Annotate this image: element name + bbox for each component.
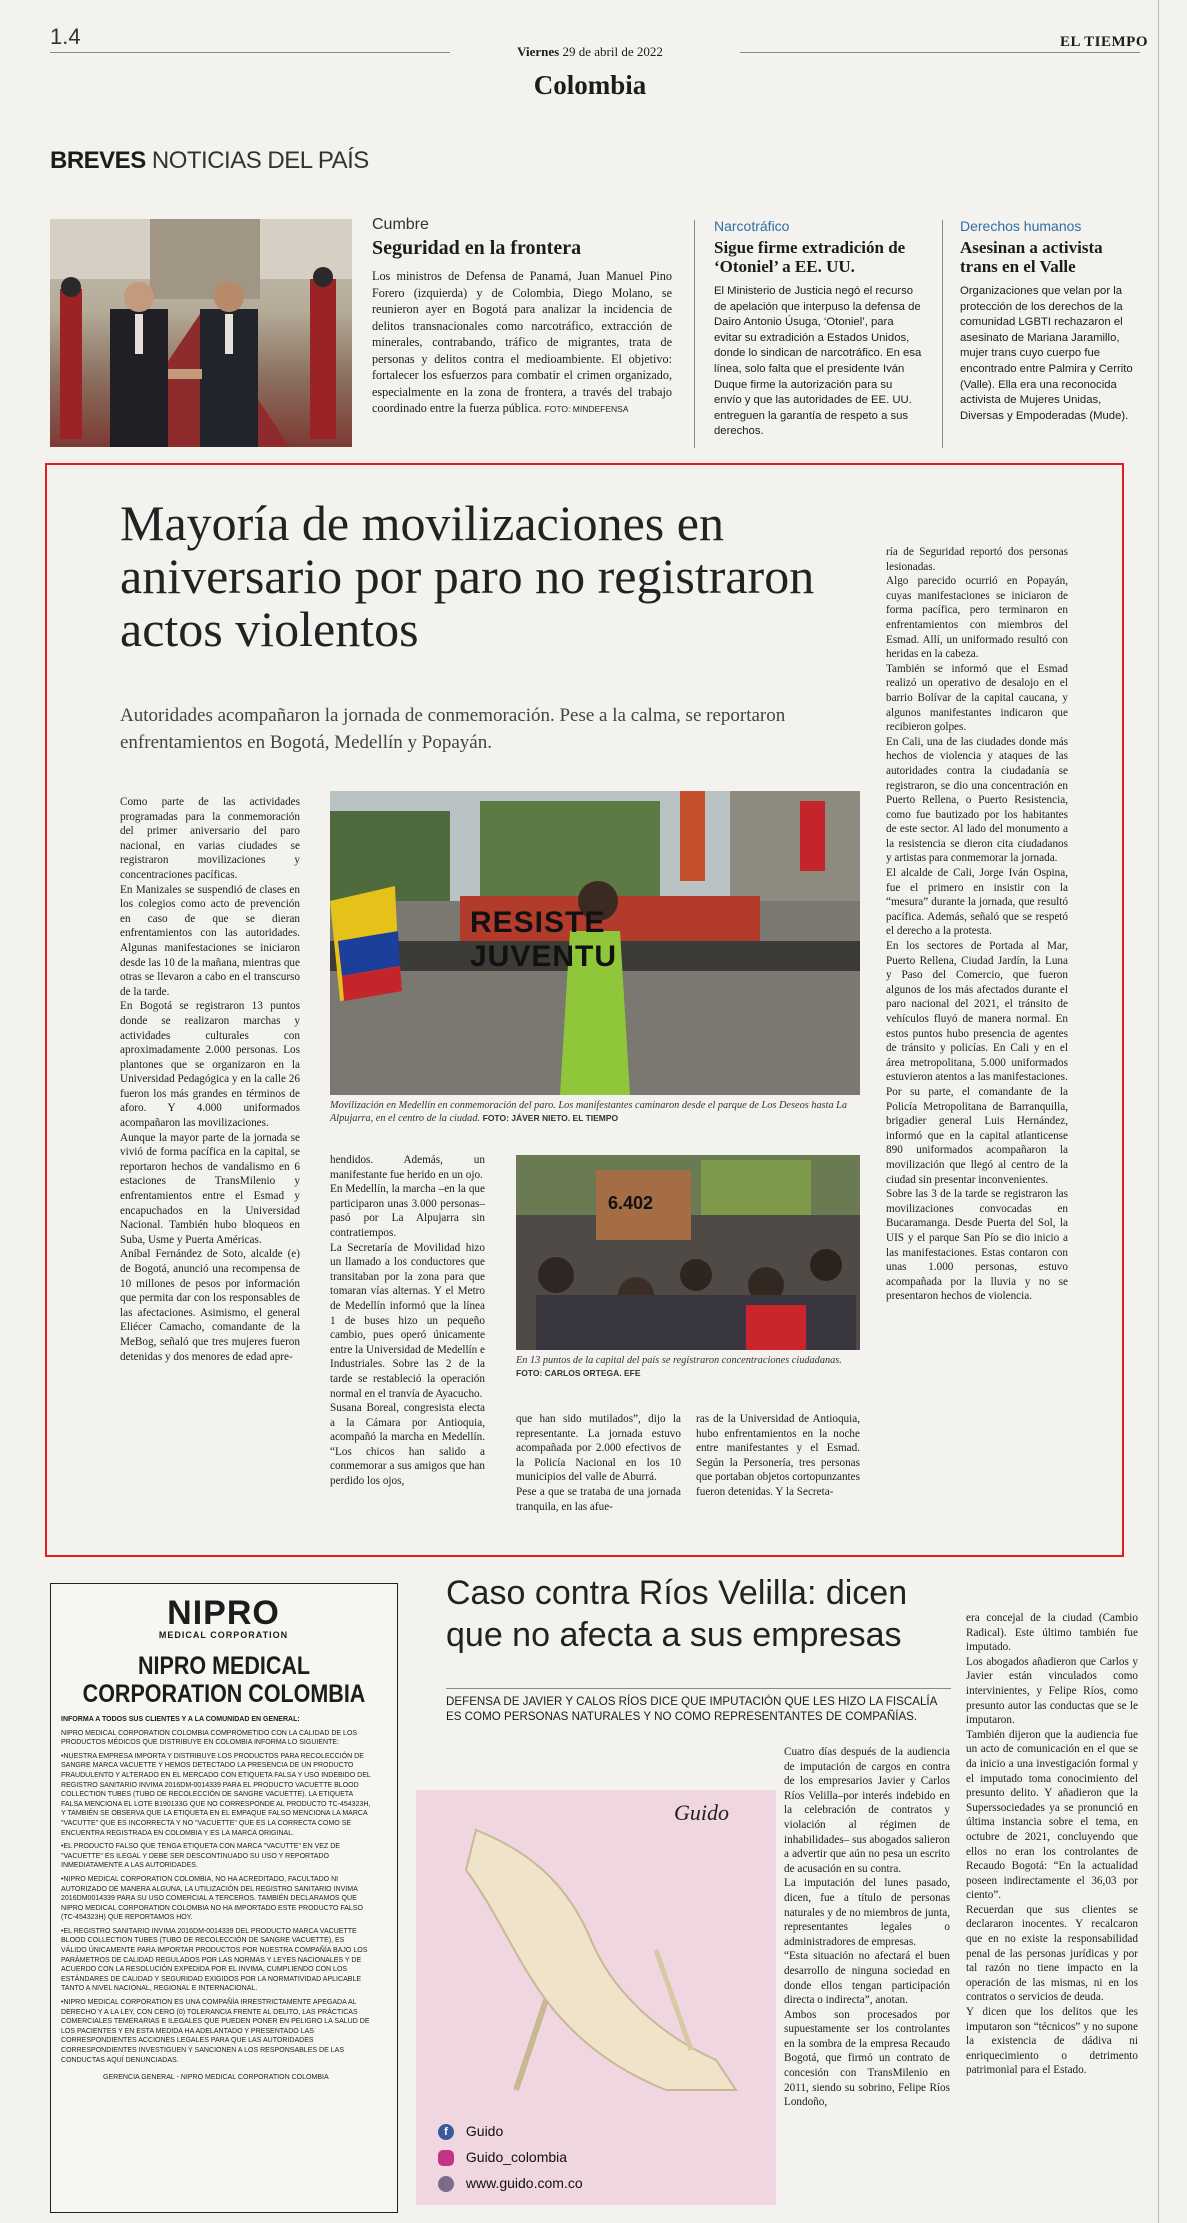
- breve-title: Seguridad en la frontera: [372, 237, 582, 259]
- date-weekday: Viernes: [517, 44, 560, 59]
- breve-title: Sigue firme extradición de ‘Otoniel’ a EE. UU.: [714, 238, 906, 276]
- breve-body-text: Los ministros de Defensa de Panamá, Juan Manuel Pino Forero (izquierda) y de Colombia, Diego Molano, se reunieron ayer en Bogotá para analizar la incidencia de delitos transnacionales como narcotráfico, extracción de minerales, contrabando, tráfico de migrantes, trata de personas y delitos contra el medioambiente. El objetivo: fortalecer los esfuerzos para combatir el crimen organizado, especialmente en la zona de frontera, a través del trabajo coordinado entre la fuerza pública.: [372, 269, 672, 415]
- breve-kicker: Cumbre: [372, 216, 429, 233]
- main-dek: Autoridades acompañaron la jornada de conmemoración. Pese a la calma, se reportaron enfrentamientos en Bogotá, Medellín y Popayán.: [120, 705, 786, 753]
- nipro-signature: GERENCIA GENERAL - NIPRO MEDICAL CORPORATION COLOMBIA: [103, 2072, 329, 2082]
- brand-name: EL TIEMPO: [1060, 34, 1148, 50]
- breve-cumbre: [372, 216, 672, 418]
- second-headline: Caso contra Ríos Velilla: dicen que no afecta a sus empresas: [446, 1574, 908, 1654]
- nipro-title: NIPRO MEDICAL CORPORATION COLOMBIA: [82, 1652, 366, 1708]
- nipro-p5: •NIPRO MEDICAL CORPORATION ES UNA COMPAÑÍA IRRESTRICTAMENTE APEGADA AL DERECHO Y A LA LEY, CON CERO (0) TOLERANCIA FRENTE AL DELITO, LAS PRÁCTICAS COMERCIALES TEMERARIAS E ILEGALES QUE PUEDEN PONER EN PELIGRO LA SALUD DE LOS PACIENTES Y EN ESTA MEDIDA HA ADELANTADO Y PRESENTADO LAS CORRESPONDIENTES ACCIONES LEGALES PARA QUE LAS AUTORIDADES CORRESPONDIENTES INVESTIGUEN Y SANCIONEN A LOS RESPONSABLES DE LAS CONDUCTAS AQUÍ DENUNCIADAS.: [61, 1997, 370, 2064]
- facebook-row: [438, 2118, 583, 2144]
- photo2-credit: FOTO: CARLOS ORTEGA. EFE: [516, 1368, 641, 1378]
- breve-body: [372, 268, 672, 418]
- photo1-caption: [330, 1099, 860, 1125]
- breve-body: El Ministerio de Justicia negó el recurso de apelación que interpuso la defensa de Dairo Antonio Úsuga, ‘Otoniel’, para evitar su extradición a Estados Unidos, donde lo sindican de narcotráfico. En esa línea, solo falta que el presidente Iván Duque firme la autorización para su envío y que las autoridades de EE. UU. entreguen la garantía de respeto a sus derechos.: [714, 285, 922, 438]
- photo-banner-text: RESISTE JUVENTU: [470, 906, 618, 973]
- web-address: www.guido.com.co: [465, 2175, 583, 2191]
- nipro-logo-sub: MEDICAL CORPORATION: [158, 1630, 289, 1640]
- breves-label-light: NOTICIAS DEL PAÍS: [151, 147, 369, 174]
- nipro-p1: •NUESTRA EMPRESA IMPORTA Y DISTRIBUYE LOS PRODUCTOS PARA RECOLECCIÓN DE SANGRE MARCA VACUETTE Y HEMOS DETECTADO LA PRESENCIA DE UN PRODUCTO FRAUDULENTO Y ALTERADO EN EL MERCADO CON ETIQUETA FALSA Y USO INDEBIDO DEL REGISTRO SANITARIO INVIMA 2016DM-0014339 PARA EL PRODUCTO VACUETTE BLOOD COLLECTION TUBES (TUBO DE RECOLECCIÓN DE SANGRE VACUETTE). LA ETIQUETA FALSA MENCIONA EL LOTE B190133G QUE NO CORRESPONDE AL PRODUCTO TC-454323H, Y TAMBIÉN SE OBSERVA QUE LA ETIQUETA EN EL EMPAQUE FALSO MENCIONA LA MARCA "VACUTTE" QUE ES INCORRECTA Y NO "VACUETTE" QUE ES LA CORRECTA COMO SE ENCUENTRA REGISTRADA EN COLOMBIA Y ES LA MARCA ORIGINAL.: [61, 1750, 371, 1837]
- breve-kicker: Derechos humanos: [960, 218, 1082, 234]
- photo-sign-text: 6.402: [608, 1193, 654, 1213]
- breve-body: Organizaciones que velan por la protección de los derechos de la comunidad LGBTI rechazaron el asesinato de Mariana Jaramillo, mujer trans cuyo cuerpo fue encontrado entre Palmira y Cerrito (Valle). Ella era una reconocida activista de Mujeres Unidas, Diversas y Empoderadas (Mude).: [960, 285, 1133, 422]
- nipro-p0: NIPRO MEDICAL CORPORATION COLOMBIA COMPROMETIDO CON LA CALIDAD DE LOS PRODUCTOS MÉDICOS QUE DISTRIBUYE EN COLOMBIA INFORMA LO SIGUIENTE:: [61, 1727, 358, 1747]
- main-col-4: ras de la Universidad de Antioquia, hubo enfrentamientos en la noche entre manifestantes y el Esmad. Según la Personería, tres personas que portaban objetos cortopunzantes fueron detenidas. Y la Secreta-: [696, 1413, 860, 1498]
- breves-photo-ministers: [50, 219, 352, 447]
- ministers-illustration: [50, 219, 352, 447]
- facebook-handle: Guido: [465, 2123, 504, 2139]
- breve-derechos-humanos: [960, 218, 1140, 424]
- photo-bogota-concentration: [516, 1155, 860, 1350]
- breve-photo-credit: FOTO: MINDEFENSA: [544, 404, 629, 414]
- main-col-1: Como parte de las actividades programadas para la conmemoración del primer aniversario del paro nacional, en varias ciudades se registraron movilizaciones y concentraciones pacíficas. En Manizales se suspendió de clases en los colegios como acto de prevención en caso de que se dieran enfrentamientos con las autoridades. Algunas manifestaciones se iniciaron desde las 10 de la mañana, mientras que otras se llevaron a cabo en el transcurso de la tarde. En Bogotá se registraron 13 puntos donde se realizaron marchas y actividades culturales con aproximadamente 2.000 personas. Los plantones que se organizaron en la Universidad Pedagógica y en la calle 26 fueron los más grandes en términos de aforo. Y 4.000 uniformados acompañaron las movilizaciones. Aunque la mayor parte de la jornada se vivió de forma pacífica en la capital, se reportaron hechos de vandalismo en 6 estaciones de TransMilenio y enfrentamientos entre el Esmad y encapuchados en la Universidad Nacional. También hubo bloqueos en Suba, Usme y Puerta Américas. Aníbal Fernández de Soto, alcalde (e) de Bogotá, anunció una recompensa de 10 millones de pesos por información que permita dar con los responsables de las afectaciones. Asimismo, el general Eliécer Camacho, comandante de la MeBog, señaló que tres mujeres fueron detenidas y dos menores de edad apre-: [120, 796, 300, 1363]
- second-dek-rule: [446, 1688, 951, 1689]
- photo1-credit: FOTO: JÁVER NIETO. EL TIEMPO: [482, 1113, 619, 1123]
- photo2-caption: [516, 1354, 860, 1380]
- bogota-concentration-illustration: [516, 1155, 860, 1350]
- guido-social: [438, 2118, 583, 2196]
- breve-narcotrafico: [714, 218, 922, 440]
- main-col-3: que han sido mutilados”, dijo la representante. La jornada estuvo acompañada por 2.000 efectivos de la Policía Nacional en los 10 municipios del valle de Aburrá. Pese a que se trataba de una jornada tranquila, en las afue-: [516, 1413, 681, 1513]
- guido-signature: Guido: [674, 1800, 729, 1825]
- breves-divider-2: [942, 220, 943, 448]
- section-title: Colombia: [533, 70, 647, 100]
- photo-medellin-march: [330, 791, 860, 1095]
- nipro-p3: •NIPRO MEDICAL CORPORATION COLOMBIA, NO HA ACREDITADO, FACULTADO NI AUTORIZADO DE MANERA ALGUNA, LA UTILIZACIÓN DEL REGISTRO SANITARIO INVIMA 2016DM0014339 PARA SU USO COMERCIAL A TERCEROS. TAMBIÉN DECLARAMOS QUE NIPRO MEDICAL CORPORATION COLOMBIA NO HA IMPORTADO ESTE PRODUCTO FALSO (TC-454323H) QUE REPORTAMOS HOY.: [61, 1873, 363, 1922]
- date-rest: 29 de abril de 2022: [562, 44, 663, 59]
- main-col-2: hendidos. Además, un manifestante fue herido en un ojo. En Medellín, la marcha –en la que participaron unas 3.000 personas– pasó por La Alpujarra sin contratiempos. La Secretaría de Movilidad hizo un llamado a los conductores que transitaban por la zona para que tomaran vías alternas. Y el Metro de Medellín informó que la línea 1 de buses hizo un pequeño cambio, pues operó únicamente entre la Universidad de Medellín e Industriales. Sobre las 2 de la tarde se restableció la operación normal en el tranvía de Ayacucho. Susana Boreal, congresista electa a la Cámara por Antioquia, acompañó la marcha en Medellín. “Los chicos han salido a conmemorar a sus amigos que han perdido los ojos,: [330, 1154, 485, 1488]
- breves-divider-1: [694, 220, 695, 448]
- instagram-row: [438, 2144, 583, 2170]
- instagram-icon: [438, 2150, 454, 2166]
- second-col-2: era concejal de la ciudad (Cambio Radical). Este último también fue imputado. Los abogados añadieron que Carlos y Javier están vinculados como intervinientes, y Felipe Ríos, como presunto autor las conductas que se le imputaron. También dijeron que la audiencia fue un acto de comunicación en el que se da inicio a una investigación formal y el imputado toma conocimiento del presunto delito. Y añadieron que la Superssociedades ya se pronunció en última instancia sobre el tema, en octubre de 2021, concluyendo que ellos no eran los controlantes de Recaudo Bogotá: “En la actualidad poseen indirectamente el 36,03 por ciento”. Recuerdan que sus clientes se declararon inocentes. Y recalcaron que en no existe la responsabilidad penal de las personas jurídicas y por tal razón no tiene impacto en la operación de las mismas, ni en los contratos o servicios de deuda. Y dicen que los delitos que les imputaron son “técnicos” y no supone la existencia de dádiva ni enriquecimiento o detrimento patrimonial para el Estado.: [966, 1612, 1138, 2077]
- header-rule-left: [50, 52, 450, 53]
- page-number: 1.4: [50, 24, 81, 49]
- breves-label-bold: BREVES: [50, 147, 146, 174]
- photo1-caption-text: Movilización en Medellín en conmemoración del paro. Los manifestantes caminaron desde el parque de Los Deseos hasta La Alpujarra, en el centro de la ciudad.: [330, 1100, 848, 1124]
- issue-date: [470, 44, 710, 60]
- breve-kicker: Narcotráfico: [714, 218, 790, 234]
- nipro-body: [61, 1714, 371, 2082]
- nipro-logo-text: NIPRO: [167, 1594, 280, 1632]
- page-edge-rule: [1158, 0, 1159, 2223]
- main-headline: Mayoría de movilizaciones en aniversario por paro no registraron actos violentos: [120, 495, 815, 657]
- guido-ad: [416, 1790, 776, 2205]
- breves-label: [50, 147, 369, 175]
- facebook-icon: f: [438, 2124, 454, 2140]
- second-dek: DEFENSA DE JAVIER Y CALOS RÍOS DICE QUE IMPUTACIÓN QUE LES HIZO LA FISCALÍA ES COMO PERSONAS NATURALES Y NO COMO REPRESENTANTES DE COMPAÑÍAS.: [446, 1695, 937, 1723]
- nipro-intro: INFORMA A TODOS SUS CLIENTES Y A LA COMUNIDAD EN GENERAL:: [61, 1714, 300, 1723]
- breve-title: Asesinan a activista trans en el Valle: [960, 238, 1103, 276]
- photo2-caption-text: En 13 puntos de la capital del país se registraron concentraciones ciudadanas.: [516, 1355, 842, 1366]
- instagram-handle: Guido_colombia: [465, 2149, 568, 2165]
- main-col-5: ría de Seguridad reportó dos personas lesionadas. Algo parecido ocurrió en Popayán, cuyas manifestaciones se iniciaron de forma pacífica, pero terminaron en enfrentamientos con miembros del Esmad. Allí, un uniformado resultó con heridas en la cabeza. También se informó que el Esmad realizó un operativo de desalojo en el barrio Bolívar de la capital caucana, y algunos manifestantes indicaron que recibieron golpes. En Cali, una de las ciudades donde más hechos de violencia y ataques de las autoridades contra la ciudadanía se registraron, se dio una concentración en Puerto Rellena, o Puerto Resistencia, como fue bautizado por los habitantes de este sector. Al lado del monumento a la resistencia se dieron cita ciudadanos y artistas para conmemorar la jornada. El alcalde de Cali, Jorge Iván Ospina, fue el primero en insistir con la “mesura” durante la jornada, que resultó pacífica. Además, señaló que se respetó el derecho a la protesta. En los sectores de Portada al Mar, Puerto Rellena, Ciudad Jardín, la Luna y Paso del Comercio, que fueron algunos de los más afectados durante el paro nacional del 2021, el tránsito de vehículos fluyó de manera normal. En estos puntos hubo presencia de agentes de tránsito y policías. En Cali y en el área metropolitana, 5.000 uniformados estuvieron atentos a las manifestaciones. Por su parte, el comandante de la Policía Metropolitana de Barranquilla, brigadier general Luis Hernández, informó que en la capital atlanticense 890 uniformados acompañaron la movilización que llegó al centro de la ciudad sin presentar inconvenientes. Sobre las 3 de la tarde se registraron las movilizaciones convocadas en Bucaramanga. Desde Puerta del Sol, la UIS y el parque San Pío se dio inicio a las manifestaciones. Estas contaron con unas 1.000 personas, estuvo acompañada por la lluvia y no se presentaron hechos de violencia.: [886, 546, 1068, 1303]
- globe-icon: [438, 2176, 454, 2192]
- nipro-p2: •EL PRODUCTO FALSO QUE TENGA ETIQUETA CON MARCA "VACUTTE" EN VEZ DE "VACUETTE" ES ILEGAL Y DEBE SER DESCONTINUADO SU USO Y REPORTADO INMEDIATAMENTE A LAS AUTORIDADES.: [61, 1841, 340, 1870]
- second-col-1: Cuatro días después de la audiencia de imputación de cargos en contra de los empresarios Javier y Carlos Ríos Velilla–por interés indebido en la celebración de contratos y violación al régimen de inhabilidades– sus abogados salieron a advertir que aún no pesa un escrito de acusación en su contra. La imputación del lunes pasado, dicen, fue a título de personas naturales y de no miembros de junta, representantes legales o administradores de empresas. “Esta situación no afectará el buen desarrollo de ninguna sociedad en donde ellos tengan participación directa o indirecta”, anotan. Ambos son procesados por supuestamente ser los controlantes en la sombra de la empresa Recaudo Bogotá, que firmó un contrato de concesión con TransMilenio en 2011, siendo su sobrino, Felipe Ríos Londoño,: [784, 1746, 950, 2109]
- web-row: [438, 2170, 583, 2196]
- nipro-logo: [51, 1596, 396, 1640]
- nipro-p4: •EL REGISTRO SANITARIO INVIMA 2016DM-0014339 DEL PRODUCTO MARCA VACUETTE BLOOD COLLECTION TUBES (TUBO DE RECOLECCIÓN DE SANGRE VACUETTE), ES VÁLIDO ÚNICAMENTE PARA IMPORTAR PRODUCTOS POR NUESTRA COMPAÑÍA BAJO LOS PARÁMETROS DE CALIDAD REGULADOS POR LAS NORMAS Y LEYES NACIONALES Y DE ACUERDO CON LA RESOLUCIÓN EXPEDIDA POR EL INVIMA, CUMPLIENDO CON LOS ESTÁNDARES DE CALIDAD Y SEGURIDAD EXIGIDOS POR LA NORMATIVIDAD APLICABLE TANTO A NIVEL NACIONAL, REGIONAL E INTERNACIONAL.: [61, 1925, 368, 1993]
- nipro-ad: [50, 1583, 398, 2213]
- header-rule-right: [740, 52, 1140, 53]
